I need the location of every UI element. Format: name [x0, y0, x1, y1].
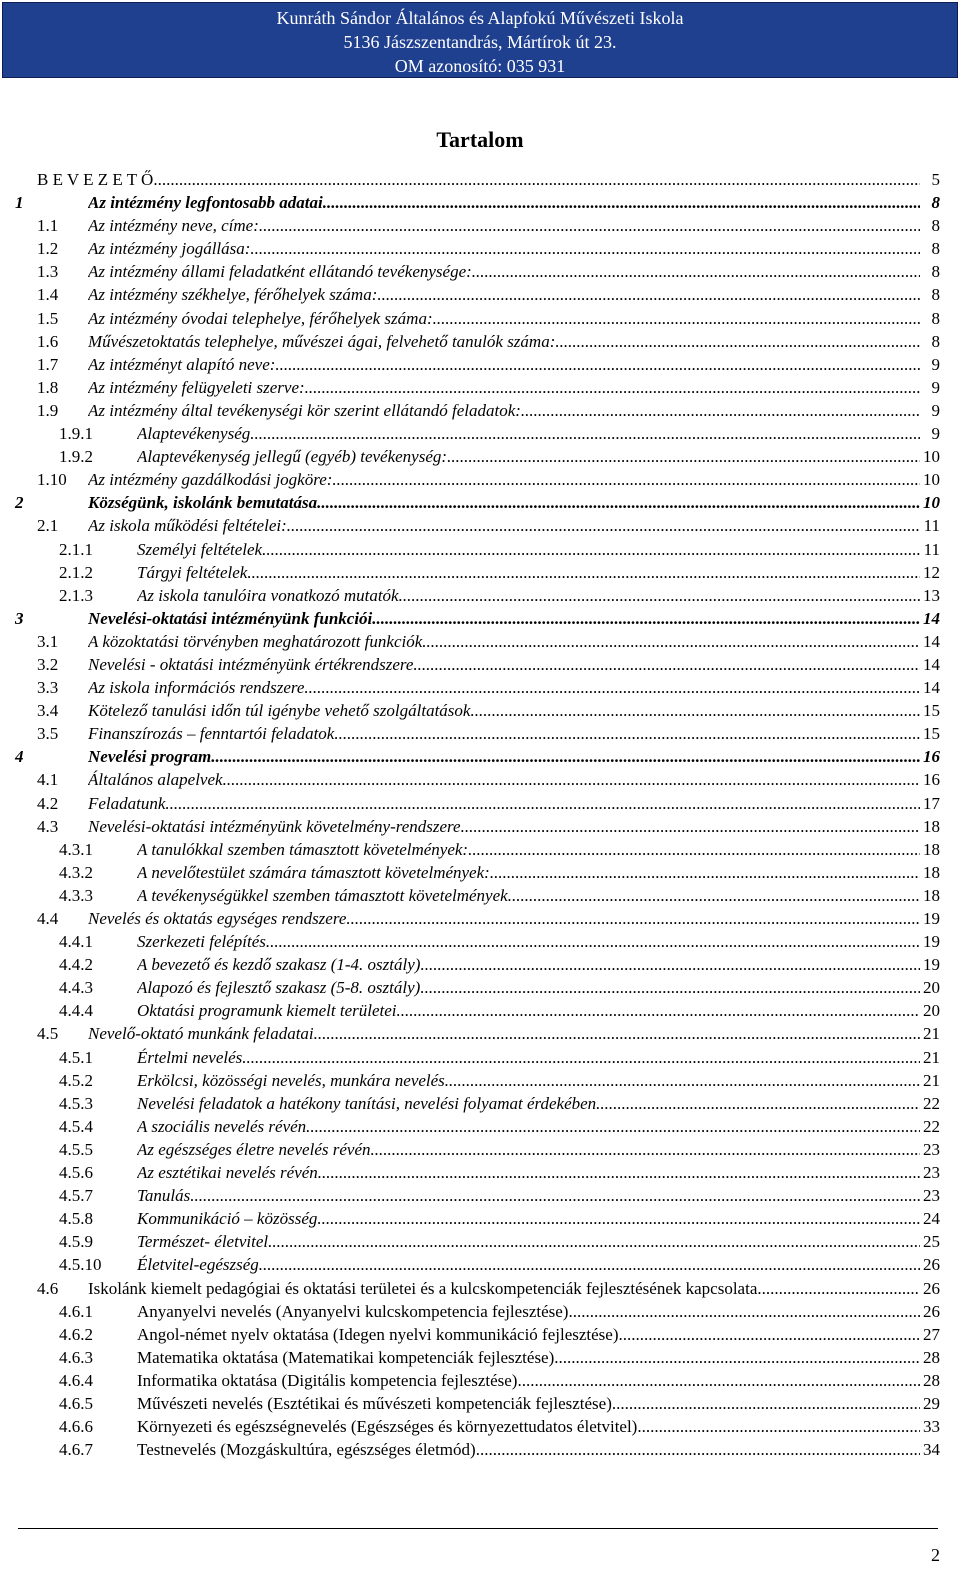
toc-entry-number: 3.1: [37, 631, 59, 651]
toc-entry-title: Környezeti és egészségnevelés (Egészséges és környezettudatos életvitel): [137, 1417, 638, 1437]
dot-leader: [445, 1069, 920, 1092]
dot-leader: [334, 722, 920, 745]
toc-entry-number: 3: [15, 608, 24, 628]
toc-entry-title: Természet- életvitel: [137, 1232, 269, 1252]
toc-entry[interactable]: [0, 1230, 960, 1253]
toc-entry-number: 4.5.1: [59, 1047, 93, 1067]
toc-entry-page: 21: [923, 1024, 940, 1044]
toc-entry-page: 5: [931, 170, 940, 189]
dot-leader: [318, 1161, 920, 1184]
toc-entry[interactable]: [0, 445, 960, 468]
toc-entry-number: 4.4: [37, 909, 59, 928]
toc-entry-number: 1.9.1: [59, 424, 93, 444]
dot-leader: [165, 792, 920, 815]
toc-entry-number: 3.5: [37, 724, 59, 744]
toc-entry-page: 21: [923, 1070, 940, 1090]
toc-entry[interactable]: [0, 399, 960, 422]
toc-entry-title: Életvitel-egészség: [137, 1255, 259, 1275]
toc-entry-number: 4.6.3: [59, 1347, 93, 1367]
toc-entry-page: 34: [923, 1440, 940, 1460]
toc-entry-title: A bevezető és kezdő szakasz (1-4. osztály): [137, 955, 421, 975]
toc-entry[interactable]: [0, 676, 960, 699]
toc-entry-title: Informatika oktatása (Digitális kompetencia fejlesztése): [137, 1370, 518, 1390]
toc-entry-page: 10: [923, 447, 940, 467]
toc-entry-title: Alaptevékenység jellegű (egyéb) tevékenység:: [137, 447, 448, 467]
toc-entry-number: 4.5.5: [59, 1139, 93, 1159]
toc-entry-number: 4.5.2: [59, 1070, 93, 1090]
toc-entry-title: Az intézmény székhelye, férőhelyek száma:: [88, 285, 378, 305]
toc-entry[interactable]: [0, 745, 960, 768]
dot-leader: [568, 1300, 920, 1323]
toc-entry-page: 8: [931, 331, 940, 351]
toc-entry-title: Kötelező tanulási időn túl igénybe vehető szolgáltatások: [88, 701, 471, 721]
toc-entry-title: Az intézmény által tevékenységi kör szerint ellátandó feladatok:: [88, 400, 521, 420]
toc-entry-number: 1.9.2: [59, 447, 93, 467]
dot-leader: [223, 768, 920, 791]
toc-entry-title: A tanulókkal szemben támasztott követelmények:: [137, 839, 469, 859]
toc-entry-page: 12: [923, 562, 940, 582]
dot-leader: [427, 630, 920, 653]
toc-entry-title: A tevékenységükkel szemben támasztott követelmények: [137, 885, 508, 905]
dot-leader: [372, 607, 920, 630]
toc-entry-title: Az egészséges életre nevelés révén: [137, 1139, 371, 1159]
toc-entry-title: Nevelési-oktatási intézményünk követelmény-rendszere: [88, 816, 461, 836]
toc-entry-title: Feladatunk: [88, 793, 166, 813]
toc-entry-number: 4.6.6: [59, 1417, 93, 1437]
dot-leader: [268, 1230, 920, 1253]
toc-entry[interactable]: [0, 722, 960, 745]
toc-entry-page: 33: [923, 1417, 940, 1437]
toc-entry-page: 26: [923, 1278, 940, 1298]
toc-entry-title: Az intézményt alapító neve:: [88, 354, 276, 374]
toc-entry-page: 9: [931, 377, 940, 397]
toc-entry-title: Az intézmény gazdálkodási jogköre:: [88, 470, 333, 490]
dot-leader: [287, 514, 920, 537]
toc-entry[interactable]: [0, 468, 960, 491]
dot-leader: [211, 745, 920, 768]
toc-entry-number: 4.4.2: [59, 955, 93, 975]
dot-leader: [332, 468, 920, 491]
toc-entry-page: 26: [923, 1255, 940, 1275]
dot-leader: [596, 1092, 920, 1115]
dot-leader: [397, 999, 920, 1022]
toc-entry-page: 9: [931, 400, 940, 420]
dot-leader: [266, 930, 920, 953]
footer-divider: [18, 1528, 938, 1529]
dot-leader: [468, 838, 920, 861]
toc-entry-page: 14: [923, 608, 940, 628]
toc-entry-number: 4.4.4: [59, 1001, 93, 1021]
toc-entry[interactable]: [0, 999, 960, 1022]
dot-leader: [304, 676, 920, 699]
dot-leader: [247, 561, 920, 584]
toc-entry-title: Testnevelés (Mozgáskultúra, egészséges életmód): [137, 1440, 476, 1460]
toc-entry[interactable]: [0, 191, 960, 214]
toc-entry-number: 3.4: [37, 701, 59, 721]
toc-entry[interactable]: [0, 237, 960, 260]
toc-entry[interactable]: [0, 1277, 960, 1300]
toc-entry-number: 1.10: [37, 470, 67, 490]
toc-entry-title: Nevelési - oktatási intézményünk értékrendszere: [88, 654, 414, 674]
toc-entry[interactable]: [0, 491, 960, 514]
toc-entry-number: 4.5.3: [59, 1093, 93, 1113]
toc-entry-number: 4.6.5: [59, 1393, 93, 1413]
dot-leader: [317, 491, 920, 514]
toc-entry-title: Értelmi nevelés: [137, 1047, 243, 1067]
toc-entry-number: 4.4.1: [59, 932, 93, 952]
toc-entry-title: Az intézmény óvodai telephelye, férőhelyek száma:: [88, 308, 433, 328]
dot-leader: [447, 445, 920, 468]
toc-entry-title: Az intézmény jogállása:: [88, 239, 251, 259]
toc-entry-page: 11: [923, 516, 940, 536]
dot-leader: [476, 1438, 920, 1461]
dot-leader: [490, 861, 920, 884]
toc-entry-number: 1.2: [37, 239, 59, 259]
toc-entry[interactable]: [0, 630, 960, 653]
toc-entry[interactable]: [0, 1300, 960, 1323]
toc-entry-title: Nevelési-oktatási intézményünk funkciói: [88, 608, 373, 628]
toc-entry-page: 19: [923, 932, 940, 952]
toc-entry-number: 4.6.1: [59, 1301, 93, 1321]
toc-entry-page: 20: [923, 978, 940, 998]
toc-entry-number: 4.5.6: [59, 1163, 93, 1183]
toc-entry-page: 8: [931, 262, 940, 282]
dot-leader: [612, 1392, 920, 1415]
toc-entry-title: Alapozó és fejlesztő szakasz (5-8. osztály): [137, 978, 421, 998]
toc-entry-number: 2.1.2: [59, 562, 93, 582]
toc-entry[interactable]: [0, 1346, 960, 1369]
toc-entry-number: 1.6: [37, 331, 59, 351]
toc-entry-number: 4.5.8: [59, 1209, 93, 1229]
toc-entry-title: Iskolánk kiemelt pedagógiai és oktatási területei és a kulcskompetenciák fejlesztésének kapcsolata: [88, 1278, 758, 1298]
toc-entry-number: 2.1.1: [59, 539, 93, 559]
toc-entry-title: Oktatási programunk kiemelt területei: [137, 1001, 397, 1021]
toc-entry[interactable]: [0, 653, 960, 676]
toc-entry-title: Kommunikáció – közösség: [137, 1209, 318, 1229]
dot-leader: [472, 260, 920, 283]
toc-entry-page: 22: [923, 1116, 940, 1136]
toc-entry-page: 22: [923, 1093, 940, 1113]
dot-leader: [508, 884, 920, 907]
toc-entry-page: 27: [923, 1324, 940, 1344]
toc-entry-title: Nevelési feladatok a hatékony tanítási, nevelési folyamat érdekében: [137, 1093, 597, 1113]
toc-entry-page: 15: [923, 701, 940, 721]
toc-entry[interactable]: [0, 1438, 960, 1461]
toc-entry-title: Angol-német nyelv oktatása (Idegen nyelvi kommunikáció fejlesztése): [137, 1324, 619, 1344]
toc-entry-page: 18: [923, 839, 940, 859]
dot-leader: [275, 353, 920, 376]
toc-entry-page: 8: [931, 308, 940, 328]
toc-entry-title: Az intézmény neve, címe:: [88, 216, 259, 236]
dot-leader: [517, 1369, 920, 1392]
toc-entry[interactable]: [0, 307, 960, 330]
toc-title: Tartalom: [436, 127, 524, 152]
toc-entry-page: 13: [923, 585, 940, 605]
toc-entry-page: 20: [923, 1001, 940, 1021]
toc-entry-number: 4.1: [37, 770, 59, 790]
toc-entry-page: 9: [931, 354, 940, 374]
toc-entry[interactable]: [0, 330, 960, 353]
toc-entry-number: 4.3: [37, 816, 59, 836]
toc-entry-number: 4.4.3: [59, 978, 93, 998]
dot-leader: [259, 1253, 920, 1276]
toc-entry[interactable]: [0, 1069, 960, 1092]
toc-entry-title: Az esztétikai nevelés révén: [137, 1163, 318, 1183]
toc-entry-title: A nevelőtestület számára támasztott követelmények:: [137, 862, 490, 882]
toc-entry-page: 14: [923, 678, 940, 698]
toc-entry-number: 4.5: [37, 1024, 59, 1044]
toc-entry-title: B E V E Z E T Ő: [37, 170, 154, 189]
toc-entry-page: 23: [923, 1163, 940, 1183]
dot-leader: [153, 168, 920, 191]
toc-entry-page: 16: [923, 770, 940, 790]
toc-entry[interactable]: [0, 353, 960, 376]
toc-entry-page: 10: [923, 470, 940, 490]
toc-entry-number: 1.3: [37, 262, 59, 282]
toc-entry[interactable]: [0, 1207, 960, 1230]
page-number: 2: [931, 1545, 940, 1565]
toc-entry[interactable]: [0, 584, 960, 607]
toc-entry-number: 3.3: [37, 678, 59, 698]
toc-entry-number: 1.1: [37, 216, 59, 236]
toc-entry-page: 8: [931, 239, 940, 259]
toc-entry[interactable]: [0, 1323, 960, 1346]
toc-entry-number: 4.6: [37, 1278, 59, 1298]
toc-entry-title: Anyanyelvi nevelés (Anyanyelvi kulcskompetencia fejlesztése): [137, 1301, 569, 1321]
toc-entry-title: Művészeti nevelés (Esztétikai és művészeti kompetenciák fejlesztése): [137, 1393, 612, 1413]
toc-entry[interactable]: [0, 792, 960, 815]
toc-entry-title: Az iskola tanulóira vonatkozó mutatók: [137, 585, 399, 605]
toc-entry[interactable]: [0, 214, 960, 237]
dot-leader: [470, 699, 920, 722]
toc-entry-title: Személyi feltételek: [137, 539, 263, 559]
dot-leader: [259, 214, 920, 237]
toc-entry-number: 3.2: [37, 654, 59, 674]
toc-entry[interactable]: [0, 561, 960, 584]
toc-entry[interactable]: [0, 1161, 960, 1184]
toc-entry[interactable]: [0, 1184, 960, 1207]
toc-entry-number: 4.6.7: [59, 1440, 93, 1460]
toc-entry-page: 10: [923, 493, 940, 513]
toc-entry-page: 24: [923, 1209, 940, 1229]
toc-entry-number: 1.9: [37, 400, 59, 420]
school-address: 5136 Jászszentandrás, Mártírok út 23.: [343, 32, 617, 52]
toc-entry[interactable]: [0, 699, 960, 722]
toc-entry-number: 1.7: [37, 354, 59, 374]
toc-entry-title: Finanszírozás – fenntartói feladatok: [88, 724, 335, 744]
dot-leader: [555, 330, 920, 353]
dot-leader: [433, 307, 920, 330]
toc-entry-page: 8: [931, 193, 940, 213]
document-header: [2, 2, 958, 78]
toc-entry-number: 4: [15, 747, 24, 767]
toc-entry-page: 21: [923, 1047, 940, 1067]
dot-leader: [377, 283, 920, 306]
toc-entry-page: 18: [923, 885, 940, 905]
toc-entry-title: Az iskola információs rendszere: [88, 678, 305, 698]
toc-entry-number: 4.6.2: [59, 1324, 93, 1344]
toc-entry[interactable]: [0, 1046, 960, 1069]
toc-entry[interactable]: [0, 768, 960, 791]
toc-entry-number: 1.4: [37, 285, 59, 305]
dot-leader: [461, 815, 920, 838]
toc-entry-page: 23: [923, 1139, 940, 1159]
dot-leader: [521, 399, 920, 422]
toc-entry-number: 4.5.10: [59, 1255, 102, 1275]
toc-entry-number: 4.5.9: [59, 1232, 93, 1252]
toc-entry-title: Szerkezeti felépítés: [137, 932, 266, 952]
toc-entry[interactable]: [0, 861, 960, 884]
toc-entry-number: 4.3.3: [59, 885, 93, 905]
toc-entry[interactable]: [0, 514, 960, 537]
toc-entry[interactable]: [0, 283, 960, 306]
dot-leader: [370, 1138, 920, 1161]
dot-leader: [306, 1115, 920, 1138]
toc-entry[interactable]: [0, 884, 960, 907]
toc-entry-number: 2.1: [37, 516, 59, 536]
toc-entry-number: 1.8: [37, 377, 59, 397]
toc-entry[interactable]: [0, 260, 960, 283]
toc-entry-number: 4.6.4: [59, 1370, 93, 1390]
school-name: Kunráth Sándor Általános és Alapfokú Művészeti Iskola: [276, 8, 684, 28]
toc-entry-page: 15: [923, 724, 940, 744]
toc-entry-page: 28: [923, 1347, 940, 1367]
toc-entry-title: Az iskola működési feltételei:: [88, 516, 287, 536]
toc-entry-title: Az intézmény legfontosabb adatai: [88, 193, 323, 213]
toc-entry-page: 28: [923, 1370, 940, 1390]
toc-entry[interactable]: [0, 815, 960, 838]
toc-entry-page: 18: [923, 816, 940, 836]
toc-entry-title: Tárgyi feltételek: [137, 562, 248, 582]
toc-entry-title: Művészetoktatás telephelye, művészei ágai, felvehető tanulók száma:: [88, 331, 556, 351]
dot-leader: [250, 422, 920, 445]
toc-entry-page: 17: [923, 793, 940, 813]
dot-leader: [420, 953, 920, 976]
toc-entry-number: 2: [15, 493, 24, 513]
toc-entry-page: 8: [931, 216, 940, 236]
toc-entry[interactable]: [0, 1138, 960, 1161]
toc-entry[interactable]: [0, 376, 960, 399]
toc-entry-title: Az intézmény állami feladatként ellátandó tevékenysége:: [88, 262, 472, 282]
toc-entry-number: 1: [15, 193, 24, 213]
toc-entry-title: Nevelési program: [88, 747, 212, 767]
toc-entry-page: 26: [923, 1301, 940, 1321]
toc-entry[interactable]: [0, 1415, 960, 1438]
toc-entry-page: 11: [923, 539, 940, 559]
toc-entry[interactable]: [0, 976, 960, 999]
toc-entry[interactable]: [0, 1092, 960, 1115]
toc-entry-title: Általános alapelvek: [88, 770, 223, 790]
toc-entry-title: A közoktatási törvényben meghatározott funkciók.: [88, 631, 427, 651]
toc-entry-number: 4.2: [37, 793, 59, 813]
toc-entry-page: 19: [923, 955, 940, 975]
toc-entry-title: Nevelő-oktató munkánk feladatai: [88, 1024, 314, 1044]
toc-entry-title: Az intézmény felügyeleti szerve:: [88, 377, 305, 397]
toc-entry[interactable]: [0, 422, 960, 445]
toc-entry[interactable]: [0, 607, 960, 630]
toc-entry-number: 4.5.7: [59, 1186, 93, 1206]
toc-entry-title: A szociális nevelés révén: [137, 1116, 307, 1136]
toc-entry-title: Nevelés és oktatás egységes rendszere: [88, 909, 347, 928]
toc-entry-page: 23: [923, 1186, 940, 1206]
dot-leader: [317, 1207, 920, 1230]
toc-entry-page: 18: [923, 862, 940, 882]
toc-entry[interactable]: [0, 168, 960, 191]
dot-leader: [413, 653, 920, 676]
toc-entry-page: 16: [923, 747, 940, 767]
toc-entry-number: 2.1.3: [59, 585, 93, 605]
toc-entry[interactable]: [0, 1369, 960, 1392]
dot-leader: [637, 1415, 920, 1438]
toc-entry-title: Községünk, iskolánk bemutatása: [88, 493, 318, 513]
school-om-id: OM azonosító: 035 931: [394, 56, 566, 76]
dot-leader: [554, 1346, 920, 1369]
toc-entry-number: 4.5.4: [59, 1116, 93, 1136]
toc-entry-number: 4.3.1: [59, 839, 93, 859]
toc-entry[interactable]: [0, 953, 960, 976]
toc-entry[interactable]: [0, 538, 960, 561]
toc-entry[interactable]: [0, 838, 960, 861]
toc-entry[interactable]: [0, 1022, 960, 1045]
dot-leader: [242, 1046, 920, 1069]
toc-entry[interactable]: [0, 1392, 960, 1415]
dot-leader: [190, 1184, 920, 1207]
toc-entry-page: 14: [923, 654, 940, 674]
table-of-contents: [0, 168, 960, 1461]
dot-leader: [262, 538, 920, 561]
toc-entry[interactable]: [0, 930, 960, 953]
toc-entry-title: Erkölcsi, közösségi nevelés, munkára nevelés: [137, 1070, 445, 1090]
dot-leader: [314, 1022, 920, 1045]
toc-entry-title: Alaptevékenység: [137, 424, 251, 444]
toc-entry-page: 19: [923, 909, 940, 928]
dot-leader: [250, 237, 920, 260]
toc-entry[interactable]: [0, 907, 960, 930]
dot-leader: [757, 1277, 920, 1300]
toc-entry-page: 8: [931, 285, 940, 305]
toc-entry-number: 4.3.2: [59, 862, 93, 882]
toc-entry-page: 14: [923, 631, 940, 651]
toc-entry-title: Matematika oktatása (Matematikai kompetenciák fejlesztése): [137, 1347, 555, 1367]
toc-entry[interactable]: [0, 1253, 960, 1276]
dot-leader: [619, 1323, 920, 1346]
dot-leader: [305, 376, 920, 399]
dot-leader: [399, 584, 920, 607]
toc-entry-page: 25: [923, 1232, 940, 1252]
dot-leader: [323, 191, 920, 214]
dot-leader: [420, 976, 920, 999]
toc-entry-number: 1.5: [37, 308, 59, 328]
toc-entry-page: 9: [931, 424, 940, 444]
toc-entry[interactable]: [0, 1115, 960, 1138]
dot-leader: [346, 907, 920, 930]
toc-entry-title: Tanulás: [137, 1186, 191, 1206]
toc-entry-page: 29: [923, 1393, 940, 1413]
